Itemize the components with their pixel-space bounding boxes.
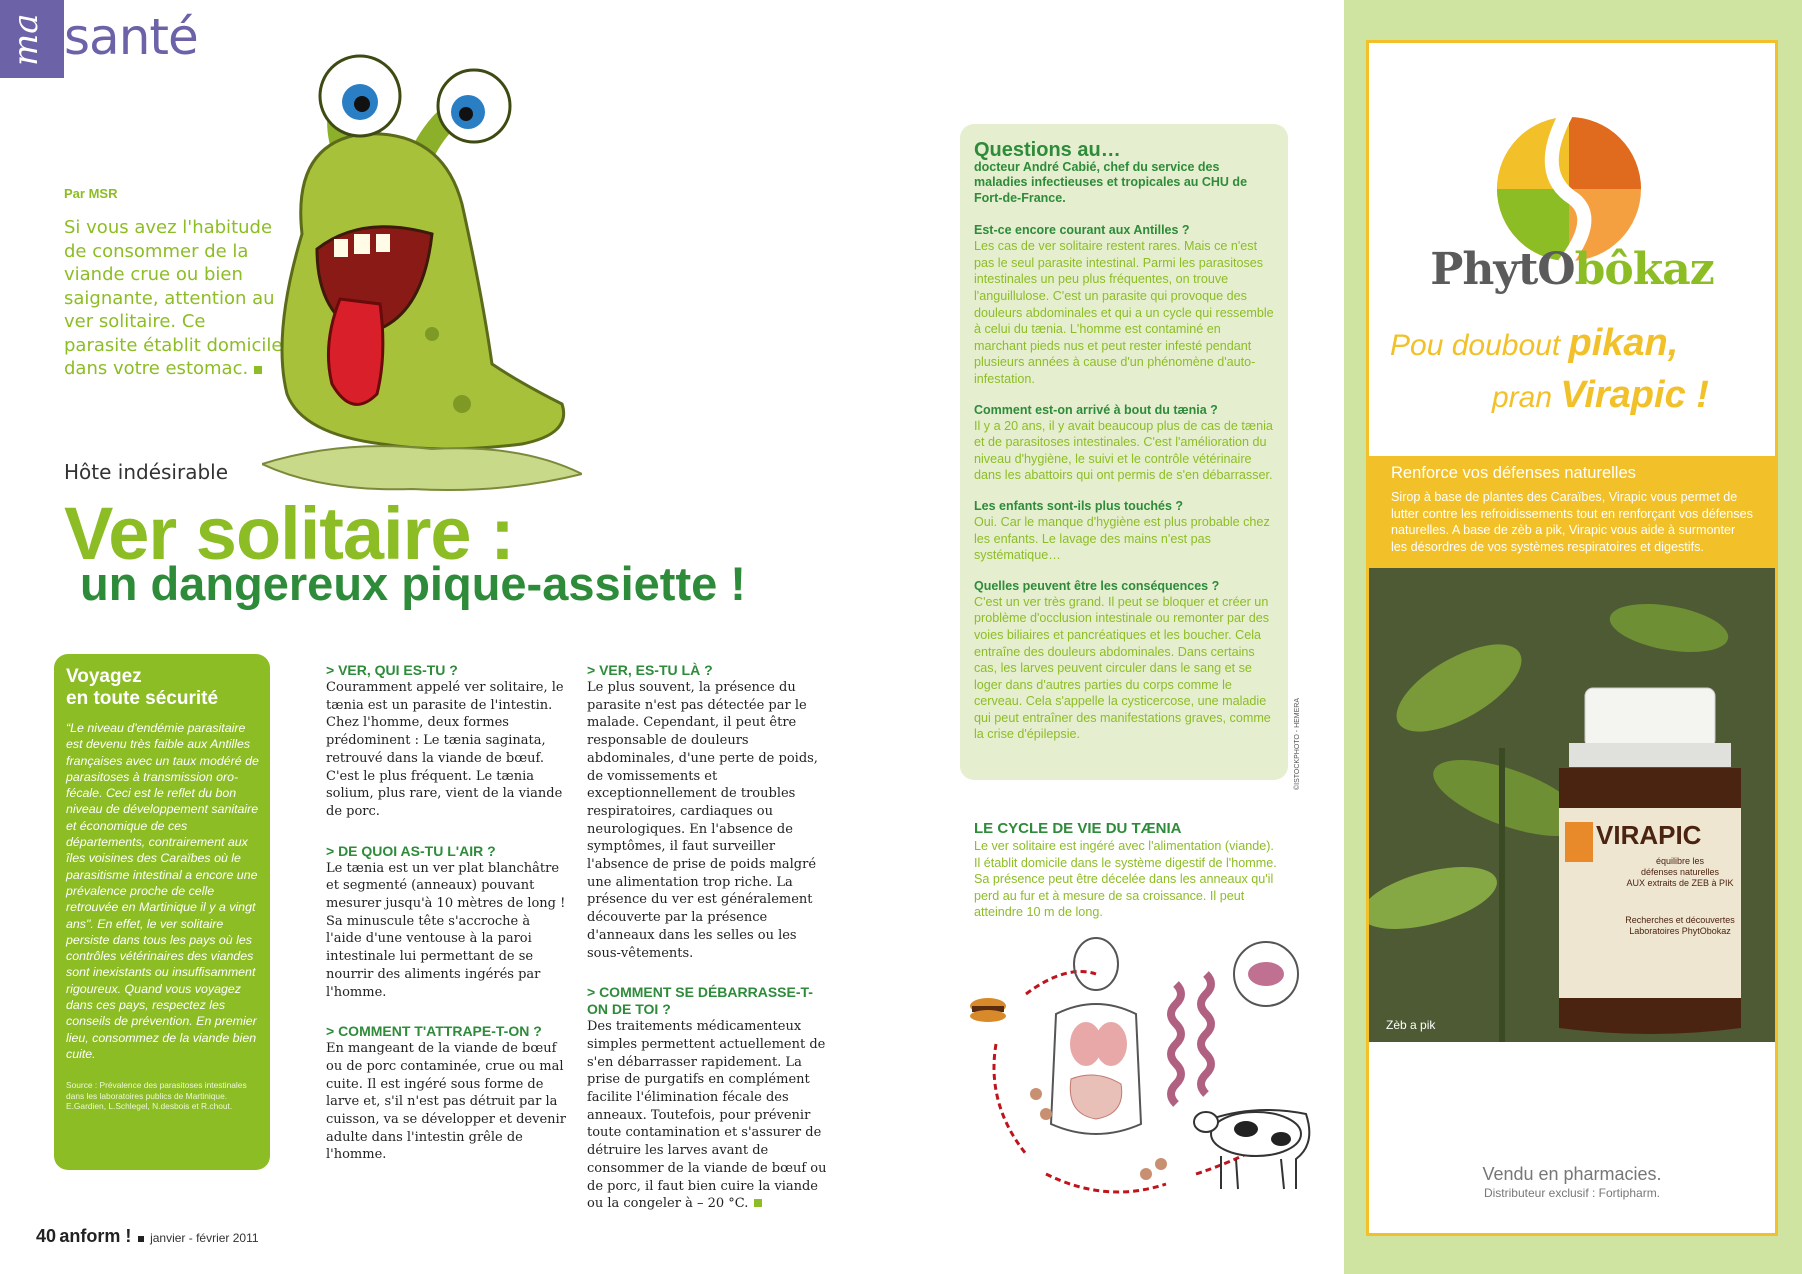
kicker: Hôte indésirable — [64, 460, 229, 484]
sidebar-title-line-1: Voyagez — [66, 666, 142, 687]
ad-slogan-line-1 — [1390, 322, 1678, 365]
interview-question: Comment est-on arrivé à bout du tænia ? — [974, 402, 1218, 417]
ad-slogan-line-2 — [1492, 374, 1709, 417]
bottle-line-4: Recherches et découvertes — [1625, 915, 1735, 925]
end-square-icon — [754, 1199, 762, 1207]
slogan-2-a: pran — [1492, 381, 1561, 414]
page-number: 40 — [36, 1226, 57, 1246]
sidebar-source: Source : Prévalence des parasitoses intestinales dans les laboratoires publics de Martinique. E.Gardien, L.Schlegel, N.desbois et R.chout. — [66, 1080, 247, 1112]
column-heading: > COMMENT SE DÉBARRASSE-T-ON DE TOI ? — [587, 984, 813, 1018]
slogan-1-b: pikan, — [1568, 322, 1679, 364]
section-prefix: ma — [6, 13, 46, 66]
interview-subtitle: docteur André Cabié, chef du service des maladies infectieuses et tropicales au CHU de Fort-de-France. — [974, 160, 1248, 205]
bottle-line-3: AUX extraits de ZEB à PIK — [1626, 878, 1734, 888]
column-paragraph: Couramment appelé ver solitaire, le tænia est un parasite de l'intestin. Chez l'homme, deux formes prédominent : Le tænia saginata, retrouvé dans la viande de bœuf. C'est le plus fréquent. Le tænia solium, plus rare, vient de la viande de porc. — [326, 680, 564, 819]
interview-title: Questions au… — [974, 139, 1121, 161]
interview-box — [960, 124, 1288, 780]
interview-question: Les enfants sont-ils plus touchés ? — [974, 498, 1184, 513]
cycle-text: Le ver solitaire est ingéré avec l'alimentation (viande). Il établit domicile dans le système digestif de l'homme. Sa présence peut être décelée dans les anneaux qu'il perd au fur et à mesure de sa croissance. Il peut atteindre 10 m de long. — [974, 839, 1277, 920]
ad-band-text: Sirop à base de plantes des Caraïbes, Virapic vous permet de lutter contre les refroidissements tout en renforçant vos défenses naturelles. A base de zèb a pik, Virapic vous aide à surmonter les désordres de vos systèmes respiratoires et digestifs. — [1391, 490, 1753, 554]
sidebar-quote: “Le niveau d'endémie parasitaire est devenu très faible aux Antilles françaises avec un taux modéré de parasitoses à transmission oro-fécale. Ceci est le reflet du bon niveau de développement sanitaire et économique de ces départements, contrairement aux îles voisines des Caraïbes où le parasitisme intestinal a encore une prévalence proche de celle retrouvée en Martinique il y a vingt ans". En effet, le ver solitaire persiste dans tous les pays où les contrôles vétérinaires des viandes sont inexistants ou insuffisamment rigoureux. Quand vous voyagez dans ces pays, respectez les conseils de prévention. En premier lieu, consommez de la viande bien cuite. — [66, 721, 259, 1061]
section-title: santé — [64, 8, 198, 66]
photo-credit: ©ISTOCKPHOTO - HEMERA — [1294, 697, 1301, 790]
bottle-line-2: défenses naturelles — [1640, 867, 1720, 877]
slogan-1-a: Pou doubout — [1390, 329, 1569, 362]
brand-part-1: PhytO — [1430, 244, 1575, 295]
interview-question: Est-ce encore courant aux Antilles ? — [974, 223, 1190, 238]
interview-question: Quelles peuvent être les conséquences ? — [974, 578, 1220, 593]
headline-line-1: Ver solitaire : — [64, 492, 514, 575]
bottle-label-text — [1600, 856, 1760, 937]
column-paragraph: Le tænia est un ver plat blanchâtre et segmenté (anneaux) pouvant mesurer jusqu'à 10 mètres de long ! Sa minuscule tête s'accroche à l'aide d'une ventouse à la paroi intestinale lui permettant de se nourrir des aliments ingérés par l'homme. — [326, 860, 566, 1000]
slogan-2-b: Virapic ! — [1560, 374, 1709, 416]
brand-part-2: bôkaz — [1574, 244, 1714, 295]
column-paragraph: Le plus souvent, la présence du parasite n'est pas détectée par le malade. Cependant, il peut être responsable de douleurs abdominales, d'une perte de poids, de vomissements et exceptionnellement de troubles respiratoires, cardiaques ou neurologiques. En l'absence de symptômes, il faut surveiller l'absence de prise de poids malgré une alimentation trop riche. La présence du ver est généralement découverte par la présence d'anneaux dans les selles ou les sous-vêtements. — [587, 680, 818, 961]
interview-answer: Oui. Car le manque d'hygiène est plus probable chez les enfants. Le lavage des mains n'est pas systématique… — [974, 514, 1270, 563]
column-heading: > DE QUOI AS-TU L'AIR ? — [326, 842, 496, 859]
phytobokaz-logo-icon — [1494, 114, 1644, 264]
column-paragraph — [587, 1018, 831, 1213]
cycle-heading: LE CYCLE DE VIE DU TÆNIA — [974, 820, 1182, 837]
intro-text — [64, 216, 284, 381]
bottle-label-name: VIRAPIC — [1596, 820, 1702, 850]
column-heading: > VER, QUI ES-TU ? — [326, 662, 458, 678]
footer-square-icon — [138, 1236, 144, 1242]
tapeworm-cartoon-illustration — [262, 34, 582, 504]
ad-sold-text: Vendu en pharmacies. — [1482, 1164, 1662, 1184]
plant-caption: Zèb a pik — [1386, 1018, 1436, 1032]
column-heading: > COMMENT T'ATTRAPE-T-ON ? — [326, 1023, 542, 1040]
article-column-1 — [326, 658, 566, 1186]
column-paragraph: En mangeant de la viande de bœuf ou de porc contaminée, crue ou mal cuite. Il est ingéré sous forme de larve et, s'il n'est pas détruit par la cuisson, va se développer et devenir adulte dans l'intestin grêle de l'homme. — [326, 1041, 566, 1163]
magazine-name: anform ! — [59, 1226, 132, 1246]
bottle-line-5: Laboratoires PhytObokaz — [1629, 926, 1731, 936]
tapeworm-life-cycle-diagram — [966, 934, 1332, 1208]
interview-answer: C'est un ver très grand. Il peut se bloquer et créer un problème d'occlusion intestinale ou remonter par des voies biliaires et pancréatiques et les boucher. Cela entraîne des douleurs abdominales. Dans certains cas, les larves peuvent circuler dans le sang et se loger dans d'autres parties du corps comme le cerveau. Cela s'appelle la cysticercose, une maladie qui peut entraîner des manifestations graves, comme la crise d'épilepsie. — [974, 594, 1271, 742]
issue-date: janvier - février 2011 — [150, 1231, 259, 1245]
bottle-line-1: équilibre les — [1655, 856, 1705, 866]
intro-body: Si vous avez l'habitude de consommer de la viande crue ou bien saignante, attention au ver solitaire. Ce parasite établit domicile dans votre estomac. — [64, 217, 283, 379]
page-footer — [36, 1226, 259, 1247]
ad-brand — [1366, 244, 1778, 295]
headline-line-2: un dangereux pique-assiette ! — [80, 557, 746, 610]
sidebar-title — [66, 666, 260, 710]
interview-answer: Les cas de ver solitaire restent rares. Mais ce n'est pas le seul parasite intestinal. Parmi les parasitoses intestinales un peu plus fréquentes, on trouve l'anguillulose. C'est un parasite qui provoque des douleurs abdominales et qui a un cycle qui ressemble à celui du tænia. L'homme est contaminé en marchant pieds nus et peut rester infesté pendant plusieurs années à cause d'un phénomène d'auto-infestation. — [974, 239, 1274, 386]
travel-sidebar — [54, 654, 270, 1170]
article-column-2 — [587, 658, 831, 1235]
ad-band-title: Renforce vos défenses naturelles — [1391, 464, 1636, 482]
interview-answer: Il y a 20 ans, il y avait beaucoup plus de cas de tænia et de parasitoses intestinales. C'est l'amélioration du niveau d'hygiène, le suivi et le contrôle vétérinaire dans les abattoirs qui ont permis de s'en débarrasser. — [974, 418, 1273, 483]
sidebar-title-line-2: en toute sécurité — [66, 688, 219, 709]
column-heading: > VER, ES-TU LÀ ? — [587, 662, 713, 678]
ad-yellow-band — [1369, 456, 1775, 568]
column-paragraph-text: Des traitements médicamenteux simples permettent actuellement de s'en débarrasser rapidement. La prise de purgatifs en complément facilite l'élimination fécale des anneaux. Toutefois, pour prévenir toute contamination et s'assurer de détruire les larves avant de consommer de la viande de bœuf ou de porc, il faut bien cuire la viande ou la congeler à – 20 °C. — [587, 1019, 827, 1212]
byline: Par MSR — [64, 186, 118, 201]
end-square-icon — [254, 366, 262, 374]
plant-and-bottle-photo — [1369, 568, 1775, 1042]
ad-distributor: Distributeur exclusif : Fortipharm. — [1483, 1186, 1661, 1200]
